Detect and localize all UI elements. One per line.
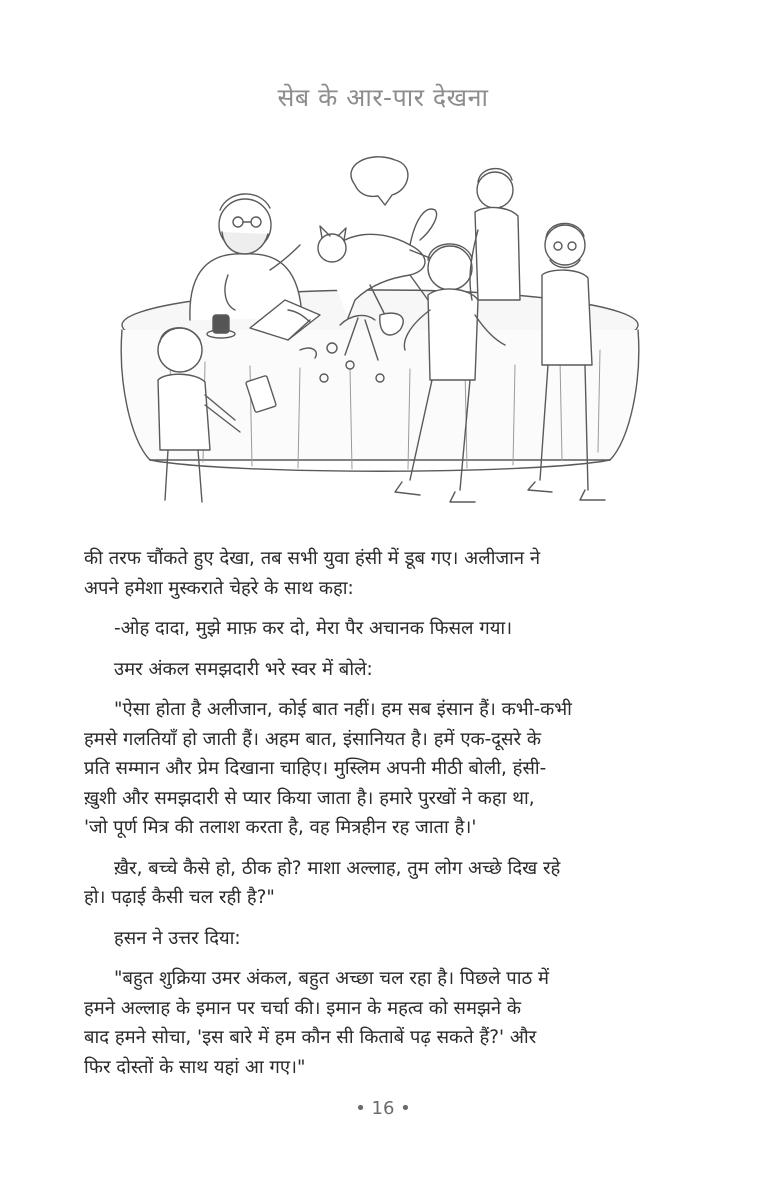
speech-bubble xyxy=(351,157,408,205)
text-line: 'जो पूर्ण मित्र की तलाश करता है, वह मित्रहीन रह जाता है।' xyxy=(84,817,477,838)
text-line: बाद हमने सोचा, 'इस बारे में हम कौन सी किताबें पढ़ सकते हैं?' और xyxy=(84,1027,537,1048)
paragraph-6 xyxy=(84,924,678,954)
text-line: उमर अंकल समझदारी भरे स्वर में बोले: xyxy=(114,658,373,680)
story-text xyxy=(84,544,678,1093)
paragraph-3 xyxy=(84,655,678,685)
paragraph-1 xyxy=(84,544,678,603)
text-line: हो। पढ़ाई कैसी चल रही है?" xyxy=(84,887,275,908)
text-line: -ओह दादा, मुझे माफ़ कर दो, मेरा पैर अचानक फिसल गया। xyxy=(114,618,513,639)
story-illustration xyxy=(110,150,650,515)
text-line: ख़ुशी और समझदारी से प्यार किया जाता है। हमारे पुरखों ने कहा था, xyxy=(84,787,535,809)
text-line: प्रति सम्मान और प्रेम दिखाना चाहिए। मुस्लिम अपनी मीठी बोली, हंसी- xyxy=(84,758,547,779)
text-line: "ऐसा होता है अलीजान, कोई बात नहीं। हम सब इंसान हैं। कभी-कभी xyxy=(114,699,572,720)
text-line: फिर दोस्तों के साथ यहां आ गए।" xyxy=(84,1056,306,1078)
text-line: "बहुत शुक्रिया उमर अंकल, बहुत अच्छा चल रहा है। पिछले पाठ में xyxy=(114,968,550,989)
text-line: अपने हमेशा मुस्कराते चेहरे के साथ कहा: xyxy=(84,577,354,599)
paragraph-7 xyxy=(84,964,678,1082)
boy-back-right xyxy=(470,169,520,300)
paragraph-5 xyxy=(84,854,678,913)
page-number: • 16 • xyxy=(355,1098,411,1119)
text-line: की तरफ चौंकते हुए देखा, तब सभी युवा हंसी में डूब गए। अलीजान ने xyxy=(84,548,541,569)
paragraph-4 xyxy=(84,695,678,843)
chapter-title: सेब के आर-पार देखना xyxy=(277,83,489,112)
paragraph-2 xyxy=(84,614,678,644)
text-line: ख़ैर, बच्चे कैसे हो, ठीक हो? माशा अल्लाह, तुम लोग अच्छे दिख रहे xyxy=(114,857,561,879)
text-line: हसन ने उत्तर दिया: xyxy=(114,927,241,949)
text-line: हमसे गलतियाँ हो जाती हैं। अहम बात, इंसानियत है। हमें एक-दूसरे के xyxy=(84,728,541,750)
text-line: हमने अल्लाह के इमान पर चर्चा की। इमान के महत्व को समझने के xyxy=(84,997,522,1019)
